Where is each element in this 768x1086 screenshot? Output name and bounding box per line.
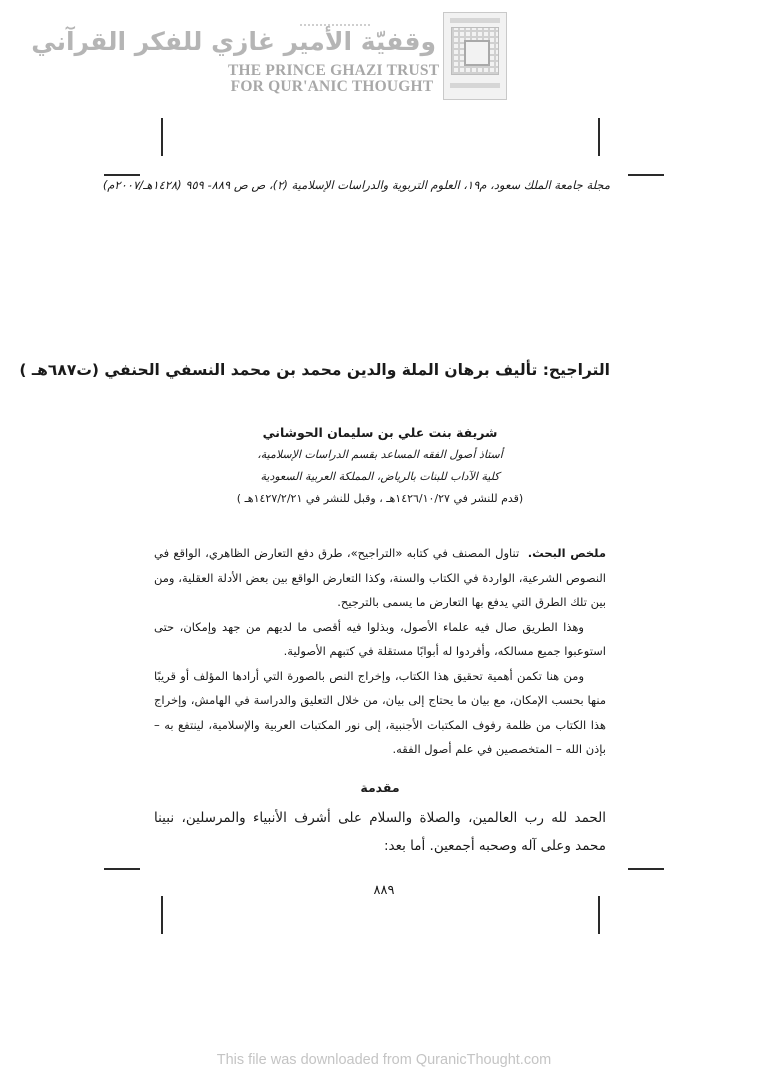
abstract <box>154 541 606 762</box>
crop-mark-left-bottom <box>104 868 140 870</box>
abstract-paragraph-1 <box>154 541 606 615</box>
introduction-heading: مقدمة <box>360 780 400 795</box>
introduction-text <box>154 804 606 860</box>
download-source-note: This file was downloaded from QuranicThought.com <box>216 1052 552 1068</box>
author-affiliation-line2: كلية الآداب للبنات بالرياض، المملكة العربية السعودية <box>260 470 500 483</box>
author-name: شريفة بنت علي بن سليمان الحوشاني <box>262 425 498 440</box>
crop-mark-right-top <box>628 174 664 176</box>
crop-mark-bottom-left <box>161 896 163 934</box>
abstract-paragraph-2: وهذا الطريق صال فيه علماء الأصول، وبذلوا فيه أقصى ما لديهم من جهد وإمكان، حتى استوعبوا جميع مسالكه، وأفردوا له أبوابًا مستقلة في كتبهم الأصولية. <box>154 619 606 658</box>
logo-english-line1: THE PRINCE GHAZI TRUST <box>228 62 440 79</box>
logo-english-line2: FOR QUR'ANIC THOUGHT <box>230 78 434 95</box>
kufic-square-emblem-icon <box>443 12 507 100</box>
crop-mark-top-right <box>598 118 600 156</box>
introduction-paragraph: الحمد لله رب العالمين، والصلاة والسلام على أشرف الأنبياء والمرسلين، نبينا محمد وعلى آله وصحبه أجمعين. أما بعد: <box>154 810 606 854</box>
crop-mark-top-left <box>161 118 163 156</box>
abstract-text-1: تناول المصنف في كتابه «التراجيح»، طرق دفع التعارض الظاهري، الواقع في النصوص الشرعية، الواردة في الكتاب والسنة، وكذا التعارض الواقع بين بعض الأدلة العقلية، ومن بين تلك الطرق التي يدفع بها التعارض ما يسمى بالترجيح. <box>154 546 606 609</box>
submission-dates: (قدم للنشر في ١٤٢٦/١٠/٢٧هـ ، وقبل للنشر في ١٤٢٧/٢/٢١هـ ) <box>236 492 524 505</box>
abstract-paragraph-3: ومن هنا تكمن أهمية تحقيق هذا الكتاب، وإخراج النص بالصورة التي أرادها المؤلف أو قريبًا منها بحسب الإمكان، مع بيان ما يحتاج إلى بيان، من خلال التعليق والدراسة في الهامش، وإخراج هذا الكتاب من ظلمة رفوف المكتبات الأجنبية، إلى نور المكتبات العربية والإسلامية، لينتفع به – بإذن الله – المتخصصين في علم أصول الفقه. <box>154 668 606 756</box>
abstract-label: ملخص البحث. <box>527 546 606 560</box>
author-affiliation-line1: أستاذ أصول الفقه المساعد بقسم الدراسات الإسلامية، <box>257 448 503 461</box>
crop-mark-bottom-right <box>598 896 600 934</box>
logo-arabic-name: وقفيّة الأمير غازي للفكر القرآني <box>31 27 436 56</box>
page-number: ٨٨٩ <box>373 883 395 898</box>
paper-title: التراجيح: تأليف برهان الملة والدين محمد بن محمد النسفي الحنفي (ت٦٨٧هـ ) <box>19 361 610 379</box>
journal-reference: مجلة جامعة الملك سعود، م١٩، العلوم التربوية والدراسات الإسلامية (٢)، ص ص ٨٨٩- ٩٥٩ (١٤٢٨هـ/٢٠٠٧م) <box>102 178 610 192</box>
crop-mark-left-top <box>104 174 140 176</box>
crop-mark-right-bottom <box>628 868 664 870</box>
